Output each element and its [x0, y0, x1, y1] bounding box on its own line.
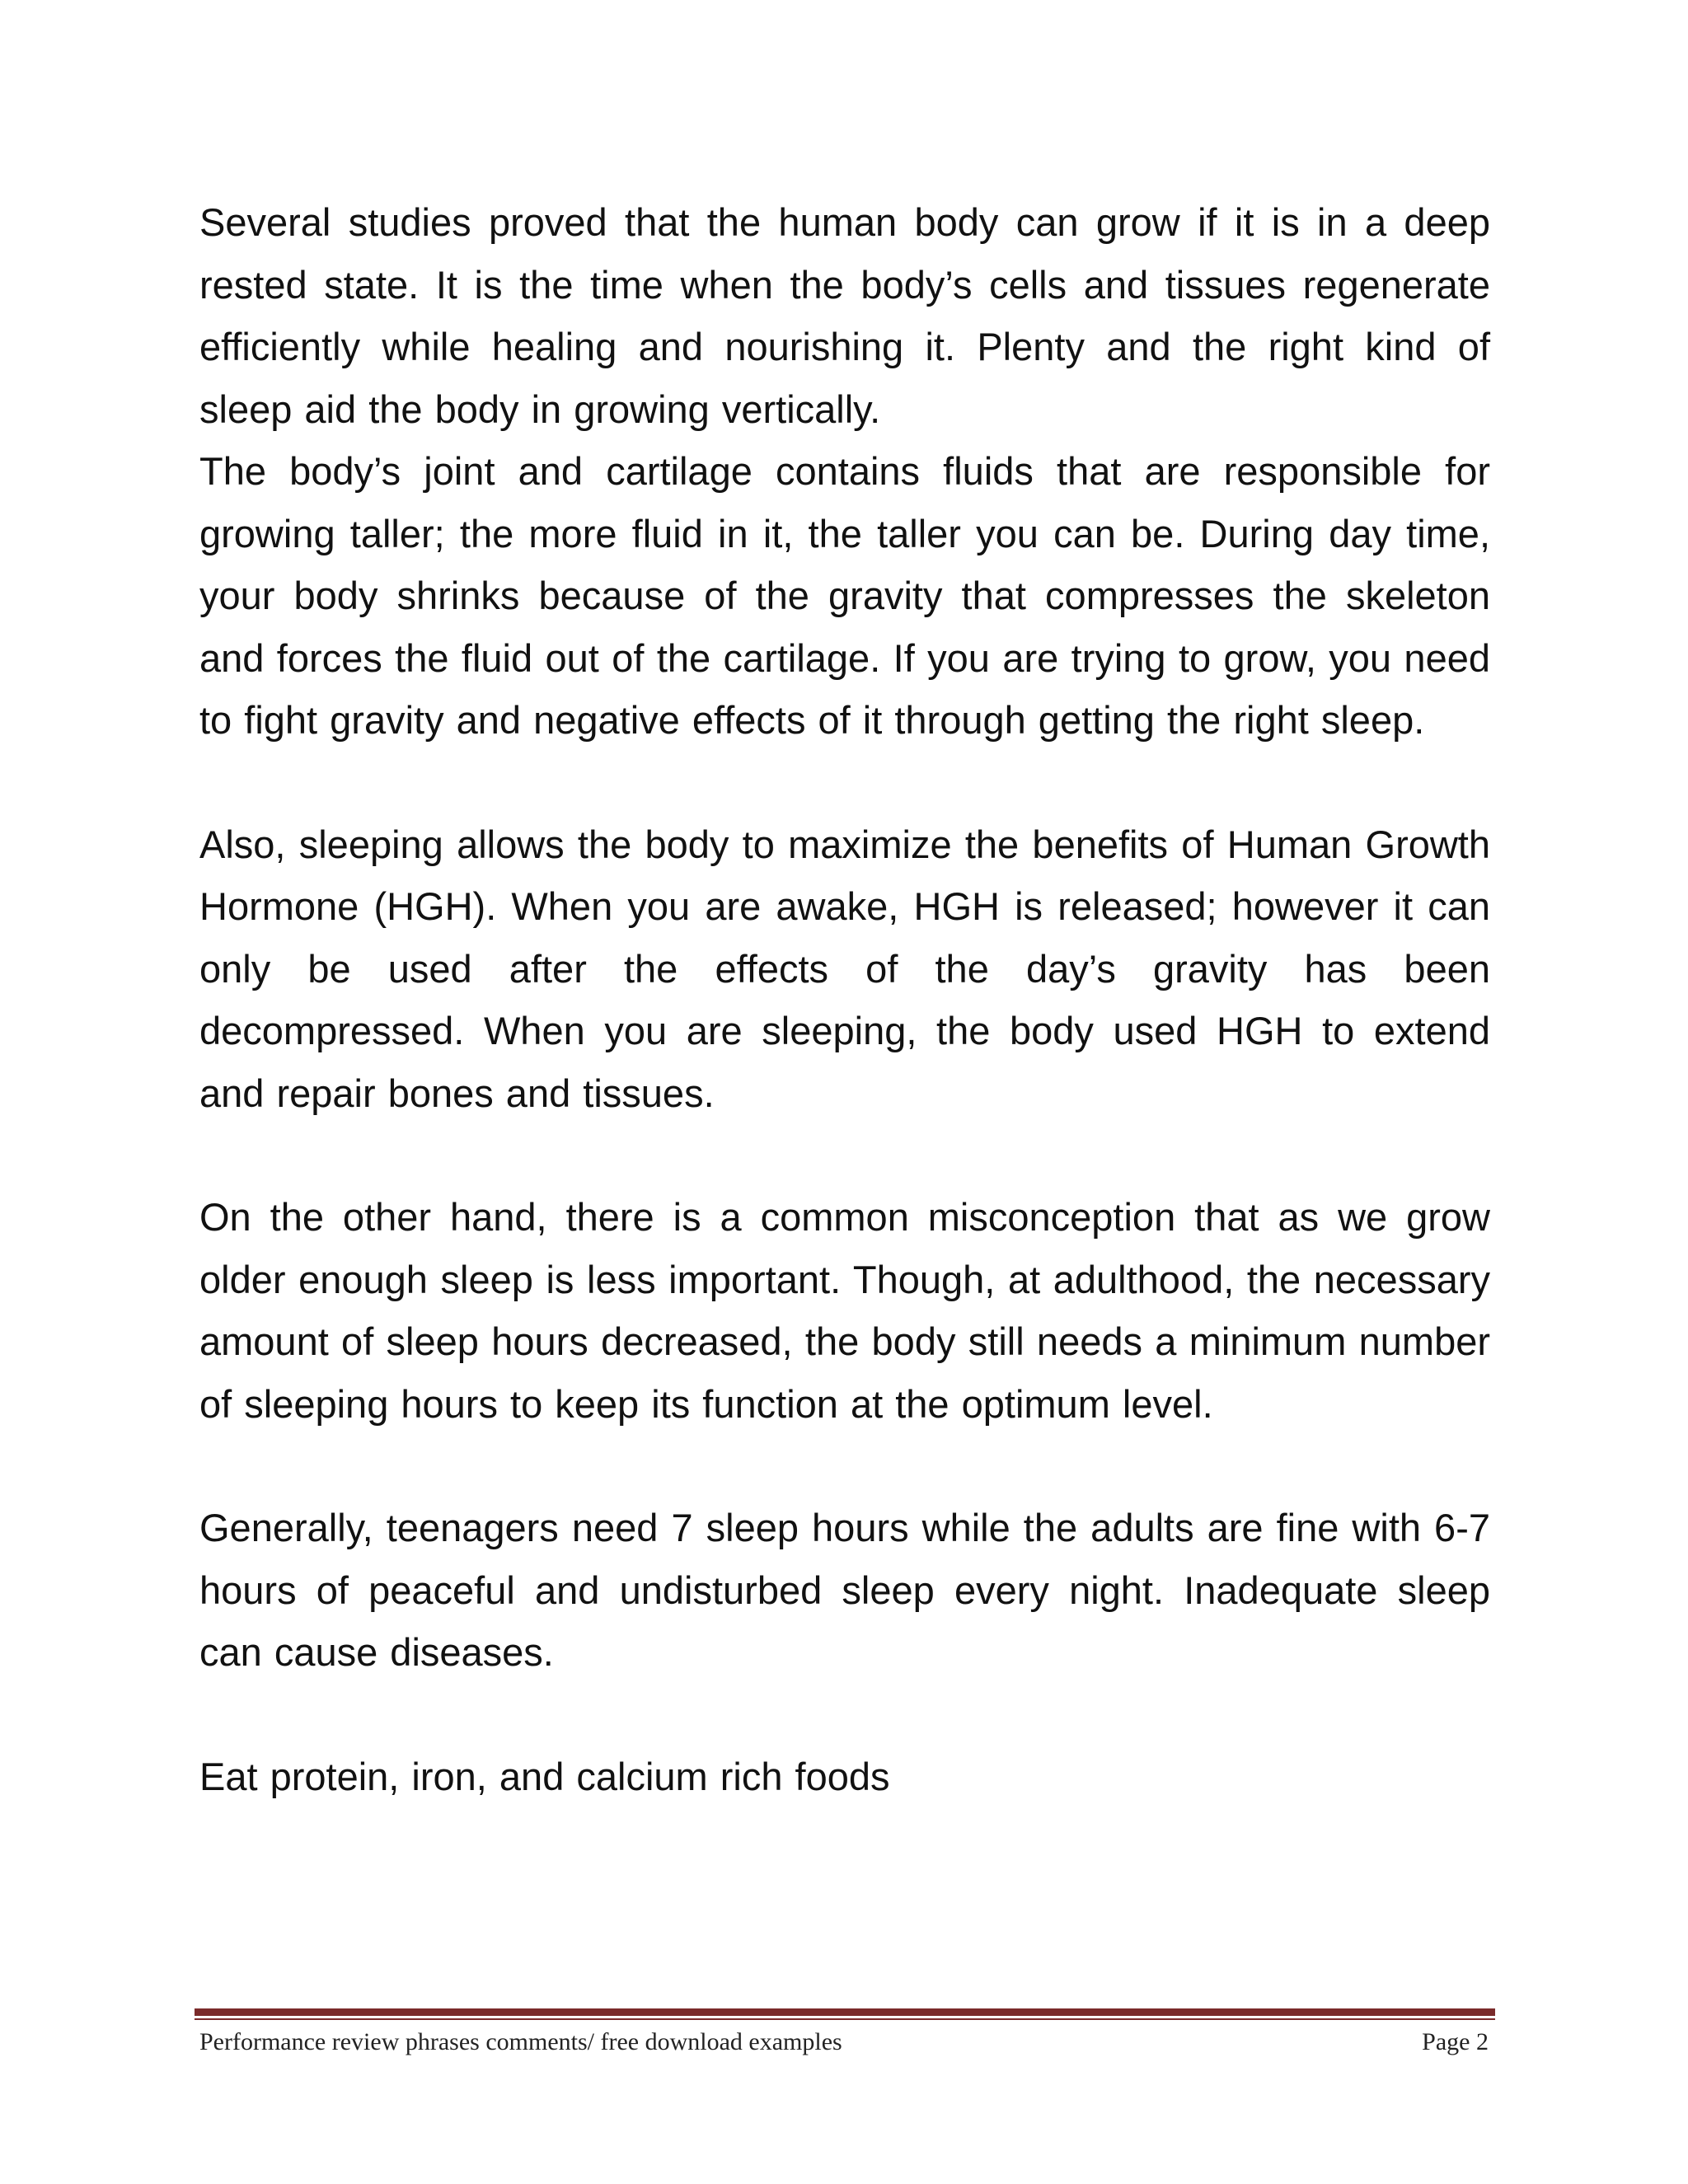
paragraph-joint-fluids: The body’s joint and cartilage contains fluids that are responsible for growing taller; the more fluid in it, the taller you can be. During day time, your body shrinks because of the gravity that compresses the skeleton and forces the fluid out of the cartilage. If you are trying to grow, you need to fight gravity and negative effects of it through getting the right sleep.: [199, 449, 1490, 742]
footer-row: [195, 2020, 1495, 2056]
paragraph-sleep-hours: Generally, teenagers need 7 sleep hours while the adults are fine with 6-7 hours of peaceful and undisturbed sleep every night. Inadequate sleep can cause diseases.: [199, 1506, 1490, 1674]
footer-left-text: Performance review phrases comments/ free download examples: [199, 2028, 842, 2055]
document-body: [199, 191, 1490, 1807]
page-number: Page 2: [1422, 2028, 1489, 2055]
paragraph-misconception: On the other hand, there is a common misconception that as we grow older enough sleep is less important. Though, at adulthood, the necessary amount of sleep hours decreased, the body still needs a minimum number of sleeping hours to keep its function at the optimum level.: [199, 1195, 1490, 1426]
page-footer: [195, 2008, 1495, 2056]
paragraph-growth-during-sleep: Several studies proved that the human body can grow if it is in a deep rested state. It is the time when the body’s cells and tissues regenerate efficiently while healing and nourishing it. Plenty and the right kind of sleep aid the body in growing vertically.: [199, 200, 1490, 431]
paragraph-hgh: Also, sleeping allows the body to maximize the benefits of Human Growth Hormone (HGH). When you are awake, HGH is released; however it can only be used after the effects of the day’s gravity has been decompressed. When you are sleeping, the body used HGH to extend and repair bones and tissues.: [199, 822, 1490, 1115]
footer-rule-thick: [195, 2008, 1495, 2016]
section-heading: Eat protein, iron, and calcium rich foods: [199, 1754, 890, 1798]
